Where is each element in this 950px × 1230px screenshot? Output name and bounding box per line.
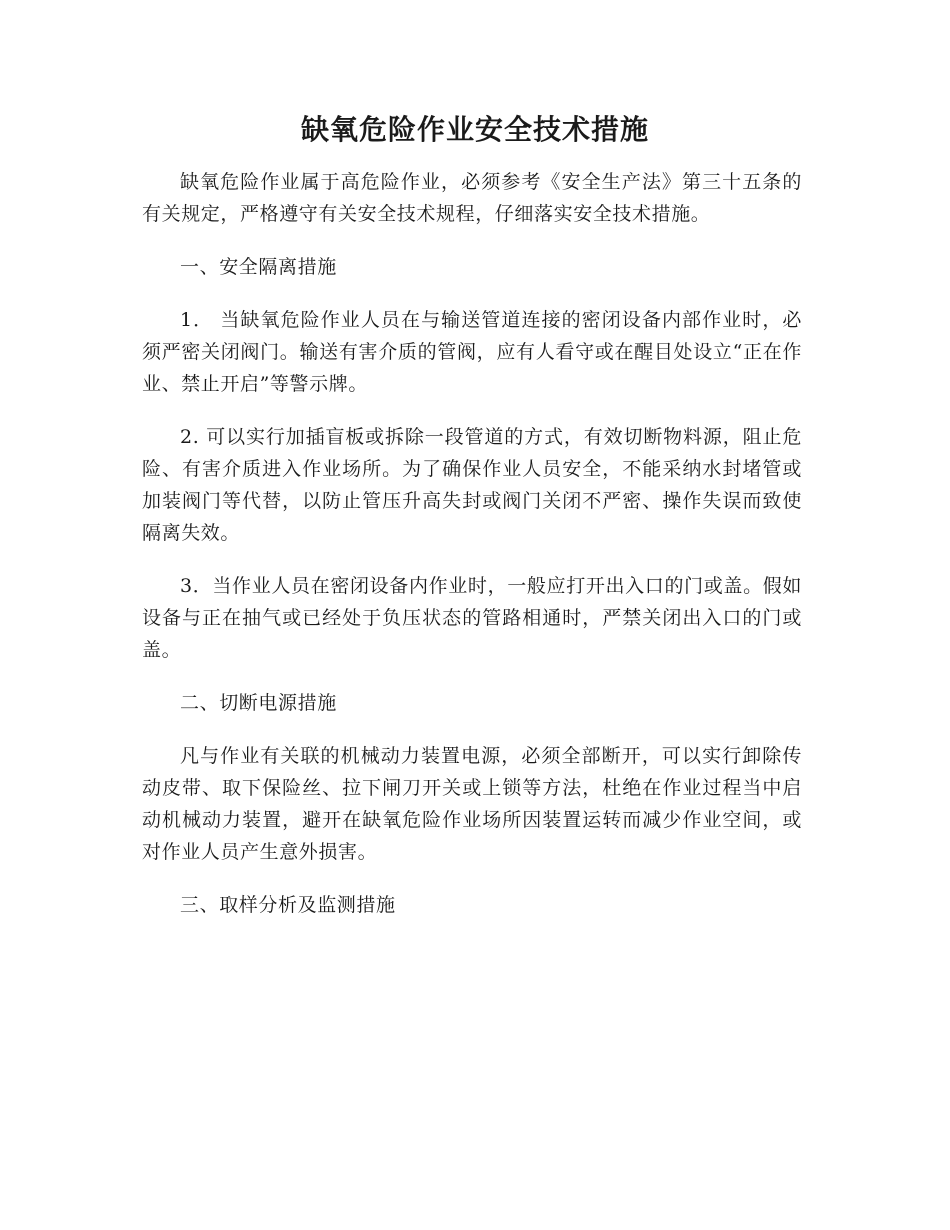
intro-paragraph: 缺氧危险作业属于高危险作业，必须参考《安全生产法》第三十五条的有关规定，严格遵守有关安全技术规程，仔细落实安全技术措施。: [142, 171, 802, 225]
isolation-item-1: 1． 当缺氧危险作业人员在与输送管道连接的密闭设备内部作业时，必须严密关闭阀门。输送有害介质的管阀，应有人看守或在醒目处设立“正在作业、禁止开启”等警示牌。: [142, 309, 802, 395]
document-body: [142, 166, 802, 942]
document-title: 缺氧危险作业安全技术措施: [300, 113, 649, 146]
isolation-item-3: 3．当作业人员在密闭设备内作业时，一般应打开出入口的门或盖。假如设备与正在抽气或已经处于负压状态的管路相通时，严禁关闭出入口的门或盖。: [142, 575, 802, 661]
section-heading-isolation: 一、安全隔离措施: [180, 256, 337, 278]
section-heading-sampling: 三、取样分析及监测措施: [180, 894, 396, 916]
section-heading-power-cutoff: 二、切断电源措施: [180, 692, 337, 714]
power-cutoff-paragraph: 凡与作业有关联的机械动力装置电源，必须全部断开，可以实行卸除传动皮带、取下保险丝、拉下闸刀开关或上锁等方法，杜绝在作业过程当中启动机械动力装置，避开在缺氧危险作业场所因装置运转而减少作业空间，或对作业人员产生意外损害。: [142, 745, 802, 863]
isolation-item-2: 2. 可以实行加插盲板或拆除一段管道的方式，有效切断物料源，阻止危险、有害介质进入作业场所。为了确保作业人员安全，不能采纳水封堵管或加装阀门等代替，以防止管压升高失封或阀门关闭不严密、操作失误而致使隔离失效。: [142, 426, 802, 544]
